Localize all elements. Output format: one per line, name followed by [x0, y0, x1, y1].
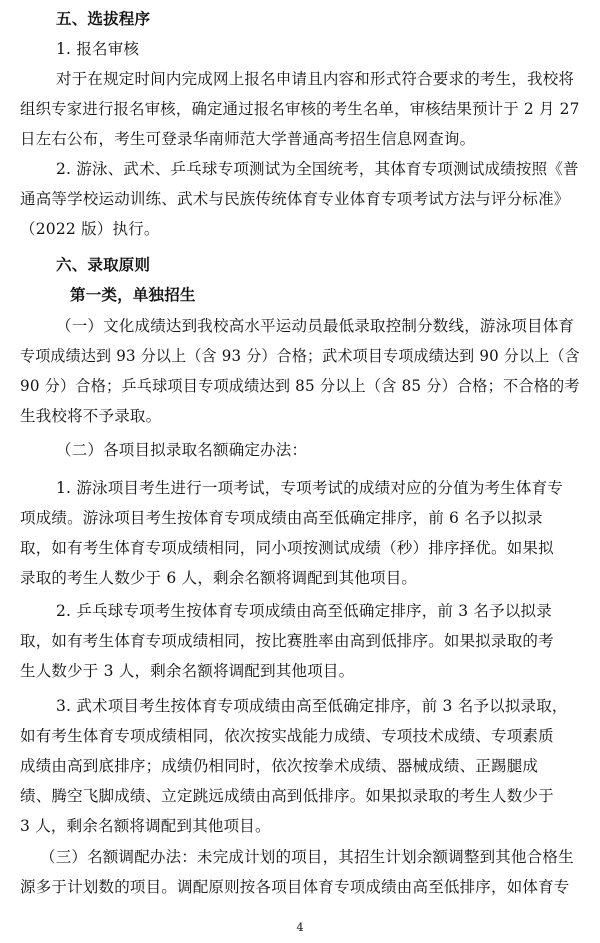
paragraph-line: （一）文化成绩达到我校高水平运动员最低录取控制分数线，游泳项目体育	[56, 317, 575, 335]
paragraph-line: 3. 武术项目考生按体育专项成绩由高至低确定排序，前 3 名予以拟录取，	[56, 697, 568, 715]
heading-selection-procedure: 五、选拔程序	[56, 10, 151, 28]
subheading-category-one: 第一类，单独招生	[70, 286, 196, 304]
paragraph-line: 3 人，剩余名额将调配到其他项目。	[20, 817, 271, 835]
paragraph-line: 生我校将不予录取。	[20, 407, 162, 425]
paragraph-line: 2. 乒乓球专项考生按体育专项成绩由高至低确定排序，前 3 名予以拟录	[56, 602, 552, 620]
paragraph-line: 项成绩。游泳项目考生按体育专项成绩由高至低确定排序，前 6 名予以拟录	[20, 509, 543, 527]
paragraph-line: 绩、腾空飞脚成绩、立定跳远成绩由高到低排序。如果拟录取的考生人数少于	[20, 787, 554, 805]
paragraph-line: 日左右公布，考生可登录华南师范大学普通高考招生信息网查询。	[20, 130, 476, 148]
paragraph-line: 源多于计划数的项目。调配原则按各项目体育专项成绩由高至低排序，如体育专	[20, 878, 570, 896]
paragraph-line: （2022 版）执行。	[20, 220, 160, 238]
paragraph-line: 成绩由高到底排序；成绩仍相同时，依次按拳术成绩、器械成绩、正踢腿成	[20, 757, 539, 775]
paragraph-line: 如有考生体育专项成绩相同，依次按实战能力成绩、专项技术成绩、专项素质	[20, 727, 554, 745]
paragraph-line: 组织专家进行报名审核，确定通过报名审核的考生名单，审核结果预计于 2 月 27	[20, 100, 580, 118]
paragraph-line: 录取的考生人数少于 6 人，剩余名额将调配到其他项目。	[20, 569, 418, 587]
paragraph-line: 90 分）合格；乒乓球项目专项成绩达到 85 分以上（含 85 分）合格；不合格的考	[20, 377, 580, 395]
paragraph-line: 专项成绩达到 93 分以上（含 93 分）合格；武术项目专项成绩达到 90 分以上（含	[20, 347, 580, 365]
heading-admission-principles: 六、录取原则	[56, 256, 151, 274]
paragraph-line: 1. 游泳项目考生进行一项考试，专项考试的成绩对应的分值为考生体育专	[56, 479, 564, 497]
paragraph-line: （三）名额调配办法：未完成计划的项目，其招生计划余额调整到其他合格生	[40, 848, 574, 866]
paragraph-line: 生人数少于 3 人，剩余名额将调配到其他项目。	[20, 662, 355, 680]
paragraph-line: 通高等学校运动训练、武术与民族传统体育专业体育专项考试方法与评分标准》	[20, 190, 570, 208]
item-registration-review-title: 1. 报名审核	[56, 40, 140, 58]
paragraph-line: 取，如有考生体育专项成绩相同，按比赛胜率由高到低排序。如果拟录取的考	[20, 632, 554, 650]
paragraph-line: 取，如有考生体育专项成绩相同，同小项按测试成绩（秒）排序择优。如果拟	[20, 539, 554, 557]
paragraph-line: 对于在规定时间内完成网上报名申请且内容和形式符合要求的考生，我校将	[56, 70, 575, 88]
paragraph-line: 2. 游泳、武术、乒乓球专项测试为全国统考，其体育专项测试成绩按照《普	[56, 160, 579, 178]
subheading-quota-method: （二）各项目拟录取名额确定办法：	[56, 441, 308, 459]
page-number: 4	[296, 921, 304, 934]
